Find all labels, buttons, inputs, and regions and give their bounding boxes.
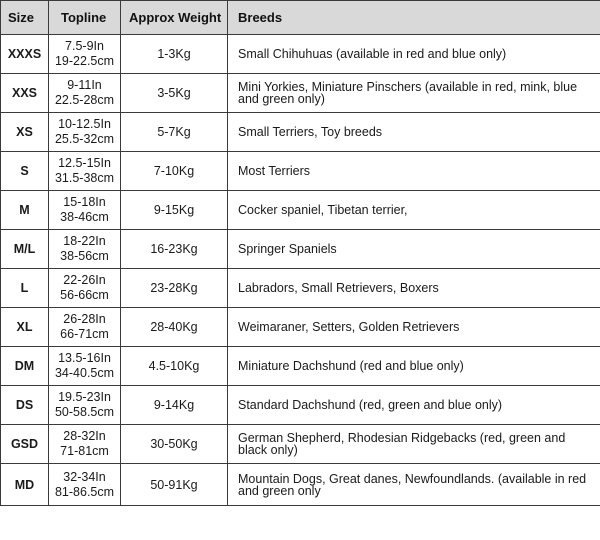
breeds-cell: Springer Spaniels — [228, 230, 600, 269]
topline-cell — [49, 386, 121, 425]
weight-cell: 7-10Kg — [121, 152, 228, 191]
topline-inches: 18-22In — [63, 234, 106, 248]
topline-cm: 56-66cm — [60, 288, 109, 302]
table-row — [1, 152, 600, 191]
topline-inches: 13.5-16In — [58, 351, 111, 365]
topline-cm: 31.5-38cm — [54, 171, 115, 185]
topline-inches: 28-32In — [63, 429, 106, 443]
weight-cell: 9-14Kg — [121, 386, 228, 425]
topline-cell — [49, 269, 121, 308]
size-cell: DM — [1, 347, 49, 386]
topline-inches: 7.5-9In — [65, 39, 104, 53]
topline-cm: 38-46cm — [60, 210, 109, 224]
topline-cm: 34-40.5cm — [54, 366, 115, 380]
table-row — [1, 308, 600, 347]
topline-cell — [49, 425, 121, 464]
topline-inches: 26-28In — [63, 312, 106, 326]
table-row — [1, 230, 600, 269]
size-cell: XXS — [1, 74, 49, 113]
topline-cm: 66-71cm — [60, 327, 109, 341]
topline-inches: 10-12.5In — [58, 117, 111, 131]
weight-cell: 4.5-10Kg — [121, 347, 228, 386]
table-row — [1, 269, 600, 308]
topline-inches: 22-26In — [63, 273, 106, 287]
topline-cell — [49, 191, 121, 230]
topline-cell — [49, 74, 121, 113]
weight-cell: 5-7Kg — [121, 113, 228, 152]
size-cell: M/L — [1, 230, 49, 269]
table-row — [1, 386, 600, 425]
topline-cell — [49, 152, 121, 191]
breeds-cell: Most Terriers — [228, 152, 600, 191]
breeds-cell: Labradors, Small Retrievers, Boxers — [228, 269, 600, 308]
topline-cm: 19-22.5cm — [54, 54, 115, 68]
size-cell: GSD — [1, 425, 49, 464]
topline-cell — [49, 347, 121, 386]
header-topline: Topline — [49, 1, 121, 35]
weight-cell: 1-3Kg — [121, 35, 228, 74]
topline-cm: 50-58.5cm — [54, 405, 115, 419]
size-cell: S — [1, 152, 49, 191]
weight-cell: 16-23Kg — [121, 230, 228, 269]
breeds-cell: Mountain Dogs, Great danes, Newfoundlands. (available in red and green only — [228, 464, 600, 506]
topline-cm: 22.5-28cm — [54, 93, 115, 107]
topline-cm: 81-86.5cm — [54, 484, 115, 499]
topline-cell — [49, 113, 121, 152]
topline-cm: 25.5-32cm — [54, 132, 115, 146]
header-breeds: Breeds — [228, 1, 600, 35]
weight-cell: 50-91Kg — [121, 464, 228, 506]
topline-inches: 19.5-23In — [58, 390, 111, 404]
table-row — [1, 35, 600, 74]
weight-cell: 30-50Kg — [121, 425, 228, 464]
size-cell: DS — [1, 386, 49, 425]
table-row — [1, 74, 600, 113]
topline-inches: 9-11In — [67, 78, 102, 92]
breeds-cell: Cocker spaniel, Tibetan terrier, — [228, 191, 600, 230]
table-row — [1, 113, 600, 152]
topline-inches: 12.5-15In — [58, 156, 111, 170]
topline-cell — [49, 230, 121, 269]
weight-cell: 28-40Kg — [121, 308, 228, 347]
table-row — [1, 425, 600, 464]
size-cell: XL — [1, 308, 49, 347]
breeds-cell: Mini Yorkies, Miniature Pinschers (available in red, mink, blue and green only) — [228, 74, 600, 113]
weight-cell: 23-28Kg — [121, 269, 228, 308]
topline-inches: 32-34In — [63, 469, 106, 484]
header-size: Size — [1, 1, 49, 35]
topline-inches: 15-18In — [63, 195, 106, 209]
header-row — [1, 1, 600, 35]
size-cell: M — [1, 191, 49, 230]
breeds-cell: Small Chihuhuas (available in red and blue only) — [228, 35, 600, 74]
topline-cm: 38-56cm — [60, 249, 109, 263]
topline-cell — [49, 35, 121, 74]
breeds-cell: Standard Dachshund (red, green and blue only) — [228, 386, 600, 425]
breeds-cell: Miniature Dachshund (red and blue only) — [228, 347, 600, 386]
breeds-cell: Weimaraner, Setters, Golden Retrievers — [228, 308, 600, 347]
size-cell: L — [1, 269, 49, 308]
table-row — [1, 191, 600, 230]
weight-cell: 3-5Kg — [121, 74, 228, 113]
weight-cell: 9-15Kg — [121, 191, 228, 230]
header-weight: Approx Weight — [121, 1, 228, 35]
topline-cell — [49, 308, 121, 347]
size-cell: XS — [1, 113, 49, 152]
breeds-cell: German Shepherd, Rhodesian Ridgebacks (red, green and black only) — [228, 425, 600, 464]
topline-cell — [49, 464, 121, 506]
size-cell: MD — [1, 464, 49, 506]
table-row — [1, 347, 600, 386]
breeds-cell: Small Terriers, Toy breeds — [228, 113, 600, 152]
size-cell: XXXS — [1, 35, 49, 74]
topline-cm: 71-81cm — [60, 444, 109, 458]
table-row — [1, 464, 600, 506]
